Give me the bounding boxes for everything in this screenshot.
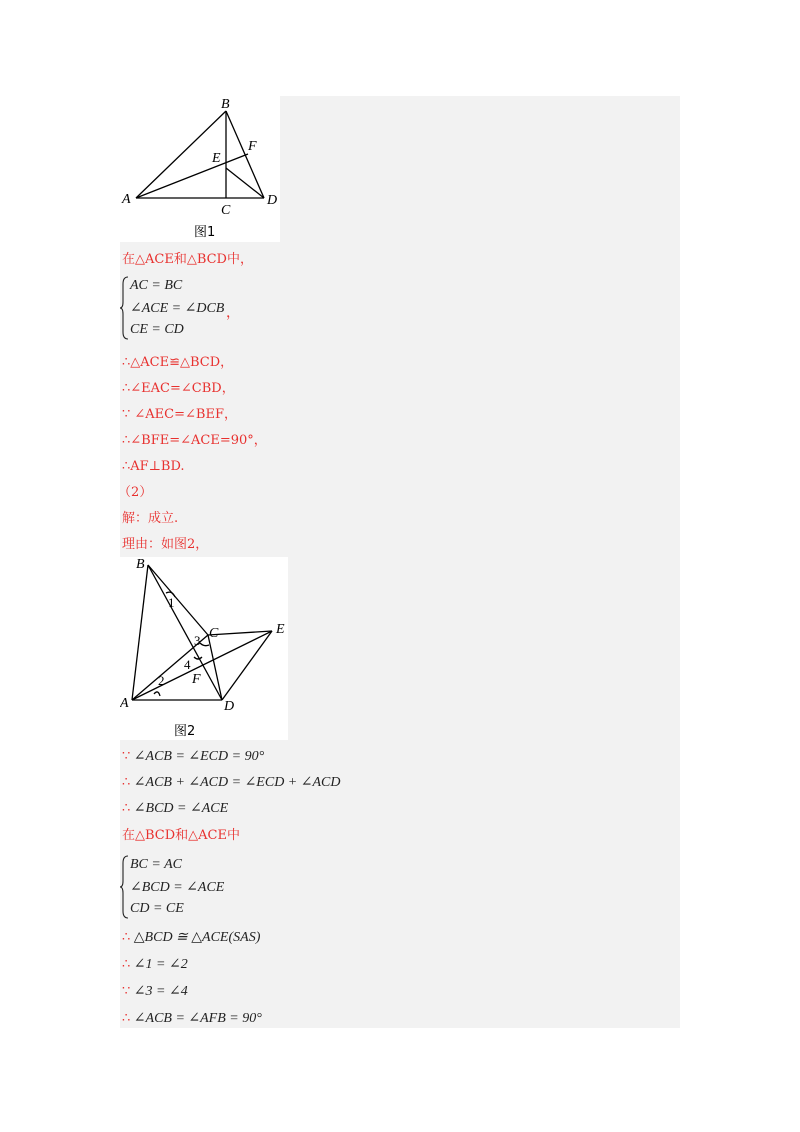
fig1-label-D: D bbox=[267, 193, 278, 208]
part2-label: （2） bbox=[118, 485, 153, 500]
fig1-caption: 图1 bbox=[194, 225, 216, 240]
proof2-step-6-symbol: ∵ bbox=[122, 984, 131, 999]
proof2-step-5-symbol: ∴ bbox=[122, 957, 131, 972]
fig1-label-B: B bbox=[221, 97, 230, 112]
proof2-system-row-2: ∠BCD = ∠ACE bbox=[130, 880, 225, 895]
brace-icon bbox=[120, 855, 130, 919]
proof2-step-2-text: ∠ACB + ∠ACD = ∠ECD + ∠ACD bbox=[130, 775, 341, 790]
proof2-step-4 bbox=[122, 930, 260, 946]
fig2-label-F: F bbox=[192, 672, 201, 687]
proof1-step-3: ∵ ∠AEC=∠BEF， bbox=[122, 407, 237, 422]
fig1-label-F: F bbox=[248, 139, 257, 154]
proof1-system-row-2: ∠ACE = ∠DCB bbox=[130, 301, 225, 316]
proof2-system bbox=[120, 855, 320, 919]
proof1-system-tail: ， bbox=[226, 305, 240, 321]
figure-1 bbox=[120, 96, 280, 242]
proof2-step-1-symbol: ∵ bbox=[122, 749, 131, 764]
brace-icon bbox=[120, 276, 130, 340]
fig2-angle-4: 4 bbox=[184, 657, 191, 672]
figure-2-diagram bbox=[120, 557, 288, 740]
proof1-system-row-1: AC = BC bbox=[130, 278, 183, 293]
proof1-system bbox=[120, 276, 320, 340]
proof2-step-1 bbox=[122, 749, 264, 765]
proof2-system-row-1: BC = AC bbox=[130, 857, 182, 872]
proof1-intro: 在△ACE和△BCD中， bbox=[122, 252, 253, 267]
proof1-step-5: ∴AF⊥BD. bbox=[122, 459, 185, 474]
figure-2 bbox=[120, 557, 288, 740]
proof2-step-3-symbol: ∴ bbox=[122, 801, 131, 816]
figure-1-diagram bbox=[120, 96, 280, 242]
fig1-label-A: A bbox=[122, 192, 131, 207]
fig2-angle-3: 3 bbox=[194, 633, 201, 648]
fig2-label-A: A bbox=[120, 696, 129, 711]
proof2-step-7 bbox=[122, 1011, 262, 1027]
proof2-step-3-text: ∠BCD = ∠ACE bbox=[130, 801, 229, 816]
proof2-step-2-symbol: ∴ bbox=[122, 775, 131, 790]
proof2-step-6-text: ∠3 = ∠4 bbox=[130, 984, 188, 999]
part2-reason: 理由：如图2， bbox=[122, 537, 209, 552]
proof2-step-6 bbox=[122, 984, 188, 1000]
fig2-label-B: B bbox=[136, 557, 145, 572]
fig1-label-E: E bbox=[212, 151, 221, 166]
proof1-step-1: ∴△ACE≌△BCD， bbox=[122, 355, 234, 370]
fig2-label-D: D bbox=[224, 699, 235, 714]
proof1-step-4: ∴∠BFE=∠ACE=90°， bbox=[122, 433, 267, 448]
proof2-system-row-3: CD = CE bbox=[130, 901, 184, 916]
fig2-angle-2: 2 bbox=[158, 673, 165, 688]
fig2-caption: 图2 bbox=[174, 724, 196, 739]
proof1-step-2: ∴∠EAC=∠CBD， bbox=[122, 381, 235, 396]
proof2-step-5 bbox=[122, 957, 188, 973]
fig2-label-C: C bbox=[209, 626, 219, 641]
proof2-step-1-text: ∠ACB = ∠ECD = 90° bbox=[130, 749, 265, 764]
proof2-step-4-text: △BCD ≅ △ACE(SAS) bbox=[130, 930, 261, 945]
proof1-system-row-3: CE = CD bbox=[130, 322, 184, 337]
fig2-label-E: E bbox=[276, 622, 285, 637]
proof2-step-7-symbol: ∴ bbox=[122, 1011, 131, 1026]
proof2-step-2 bbox=[122, 775, 341, 791]
proof2-step-5-text: ∠1 = ∠2 bbox=[130, 957, 188, 972]
proof2-intro: 在△BCD和△ACE中 bbox=[122, 828, 240, 843]
fig1-label-C: C bbox=[221, 203, 231, 218]
proof2-step-3 bbox=[122, 801, 228, 817]
proof2-step-7-text: ∠ACB = ∠AFB = 90° bbox=[130, 1011, 262, 1026]
fig2-angle-1: 1 bbox=[168, 595, 175, 610]
proof2-step-4-symbol: ∴ bbox=[122, 930, 131, 945]
part2-answer: 解：成立. bbox=[122, 511, 179, 526]
